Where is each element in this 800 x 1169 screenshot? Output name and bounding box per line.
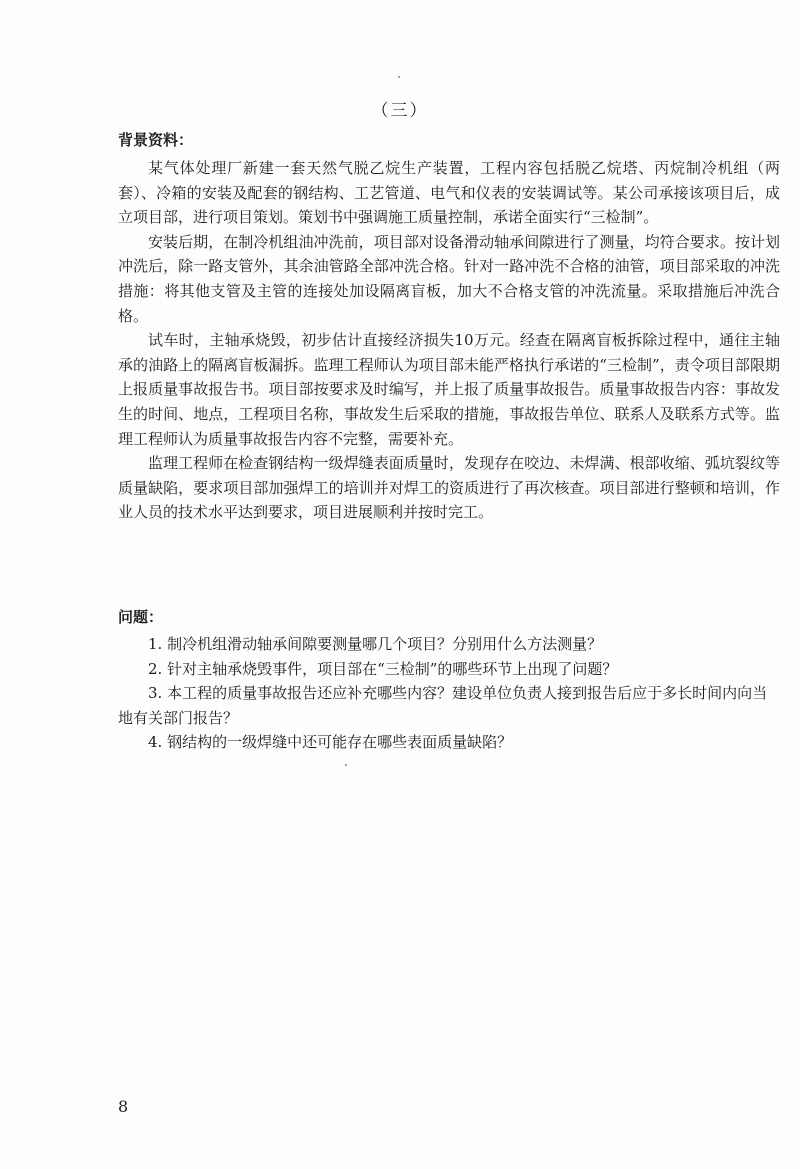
background-paragraph: 试车时，主轴承烧毁，初步估计直接经济损失10万元。经查在隔离盲板拆除过程中，通往主轴承的油路上的隔离盲板漏拆。监理工程师认为项目部未能严格执行承诺的“三检制”，责令项目部限期上报质量事故报告书。项目部按要求及时编写，并上报了质量事故报告。质量事故报告内容：事故发生的时间、地点，工程项目名称，事故发生后采取的措施，事故报告单位、联系人及联系方式等。监理工程师认为质量事故报告内容不完整，需要补充。 [118,331,780,448]
background-content [118,156,780,525]
question-item: 2. 针对主轴承烧毁事件，项目部在“三检制”的哪些环节上出现了问题？ [148,659,618,678]
background-paragraph: 安装后期，在制冷机组油冲洗前，项目部对设备滑动轴承间隙进行了测量，均符合要求。按计划冲洗后，除一路支管外，其余油管路全部冲洗合格。针对一路冲洗不合格的油管，项目部采取的冲洗措施：将其他支管及主管的连接处加设隔离盲板，加大不合格支管的冲洗流量。采取措施后冲洗合格。 [118,232,780,325]
background-paragraph: 监理工程师在检查钢结构一级焊缝表面质量时，发现存在咬边、未焊满、根部收缩、弧坑裂纹等质量缺陷，要求项目部加强焊工的培训并对焊工的资质进行了再次核查。项目部进行整顿和培训，作业人员的技术水平达到要求，项目进展顺利并按时完工。 [118,454,780,522]
scan-speck [345,764,347,766]
page-number: 8 [118,1097,129,1116]
questions-label: 问题： [118,608,164,626]
section-title: （三） [371,101,429,121]
questions-list [118,632,780,755]
background-label: 背景资料： [118,131,194,149]
background-paragraph: 某气体处理厂新建一套天然气脱乙烷生产装置，工程内容包括脱乙烷塔、丙烷制冷机组（两套）、冷箱的安装及配套的钢结构、工艺管道、电气和仪表的安装调试等。某公司承接该项目后，成立项目部，进行项目策划。策划书中强调施工质量控制，承诺全面实行“三检制”。 [118,159,780,227]
question-item: 3. 本工程的质量事故报告还应补充哪些内容？建设单位负责人接到报告后应于多长时间内向当地有关部门报告？ [118,684,768,727]
question-item: 4. 钢结构的一级焊缝中还可能存在哪些表面质量缺陷？ [148,733,513,752]
question-item: 1. 制冷机组滑动轴承间隙要测量哪几个项目？分别用什么方法测量？ [148,635,603,653]
scan-speck [398,76,400,78]
